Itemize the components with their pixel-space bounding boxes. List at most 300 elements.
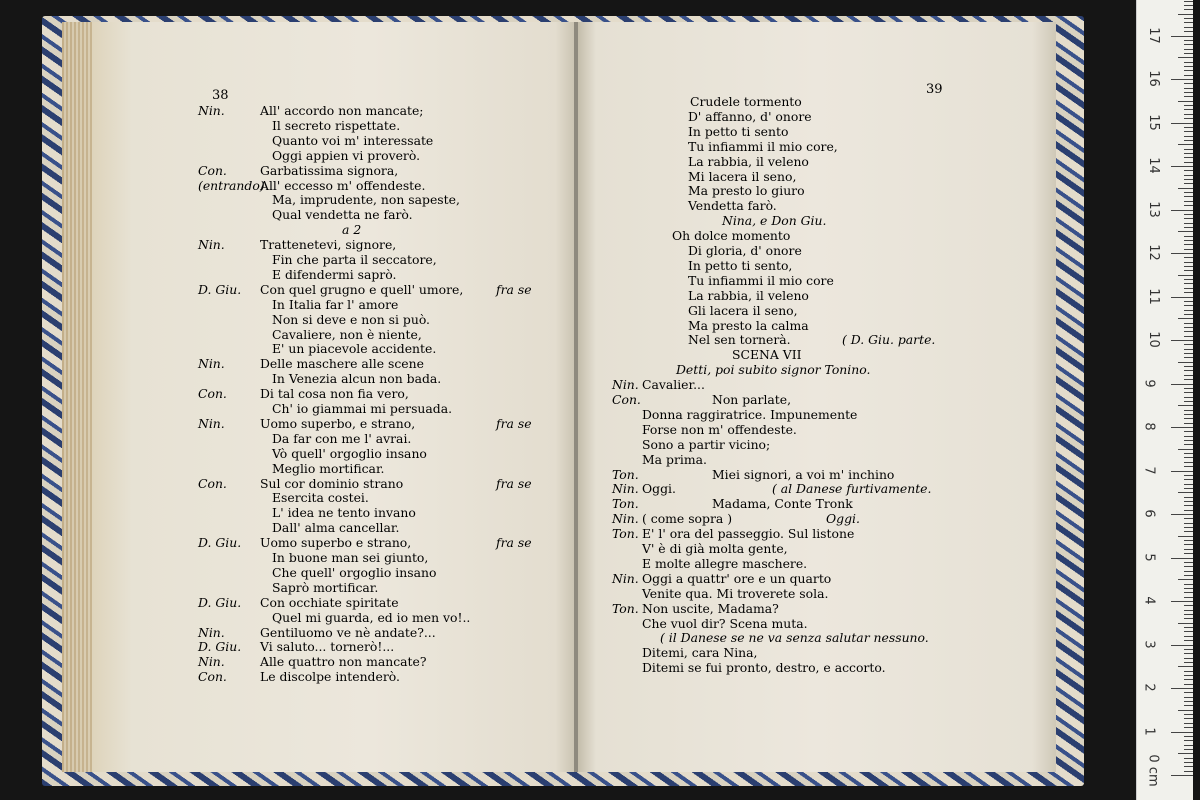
ruler-tick — [1178, 710, 1193, 711]
speaker-label: Nin. — [198, 624, 225, 640]
speaker-label: Nin. — [612, 481, 639, 497]
ruler-tick — [1184, 214, 1193, 215]
ruler-tick — [1184, 83, 1193, 84]
measuring-ruler — [1136, 0, 1193, 800]
verse-line: Le discolpe intenderò. — [260, 669, 400, 685]
verse-line: ( come sopra ) — [642, 511, 733, 527]
ruler-tick — [1178, 57, 1193, 58]
verse-line: Con occhiate spiritate — [260, 594, 399, 610]
ruler-tick — [1178, 579, 1193, 580]
verse-line: Uomo superbo e strano, — [260, 535, 412, 551]
ruler-tick — [1184, 562, 1193, 563]
ruler-tick — [1184, 305, 1193, 306]
ruler-number: 10 — [1145, 331, 1161, 348]
verse-line: Ma, imprudente, non sapeste, — [272, 192, 460, 208]
ruler-tick — [1178, 188, 1193, 189]
page-number-left: 38 — [212, 88, 229, 103]
ruler-tick — [1184, 131, 1193, 132]
ruler-tick — [1178, 492, 1193, 493]
ruler-tick — [1184, 701, 1193, 702]
ruler-tick — [1184, 388, 1193, 389]
ruler-tick — [1184, 679, 1193, 680]
verse-line: Tu infiammi il mio core — [688, 272, 834, 288]
ruler-tick — [1184, 223, 1193, 224]
ruler-tick — [1184, 540, 1193, 541]
verse-line: In Venezia alcun non bada. — [272, 371, 442, 387]
verse-line: Vi saluto... tornerò!... — [260, 639, 395, 655]
ruler-tick — [1184, 684, 1193, 685]
ruler-tick — [1184, 762, 1193, 763]
ruler-tick — [1178, 623, 1193, 624]
ruler-tick — [1184, 610, 1193, 611]
verse-line: Forse non m' offendeste. — [642, 421, 797, 437]
ruler-tick — [1184, 397, 1193, 398]
verse-line: L' idea ne tento invano — [272, 505, 416, 521]
verse-line: Ma presto la calma — [688, 317, 809, 333]
verse-line: Vò quell' orgoglio insano — [272, 445, 427, 461]
ruler-tick — [1184, 31, 1193, 32]
ruler-tick — [1184, 240, 1193, 241]
ruler-tick — [1184, 88, 1193, 89]
verse-line: Cavaliere, non è niente, — [272, 326, 422, 342]
ruler-tick — [1184, 292, 1193, 293]
ruler-tick — [1184, 314, 1193, 315]
speaker-label: Ton. — [612, 466, 639, 482]
verse-line: SCENA VII — [732, 347, 802, 363]
verse-line: Delle maschere alle scene — [260, 356, 424, 372]
ruler-tick — [1184, 714, 1193, 715]
verse-line: Da far con me l' avrai. — [272, 430, 412, 446]
ruler-tick — [1184, 162, 1193, 163]
stage-direction: fra se — [496, 535, 532, 551]
ruler-tick — [1184, 505, 1193, 506]
ruler-tick — [1184, 636, 1193, 637]
ruler-tick — [1184, 592, 1193, 593]
verse-line: Che vuol dir? Scena muta. — [642, 615, 808, 631]
ruler-tick — [1178, 231, 1193, 232]
ruler-tick — [1184, 462, 1193, 463]
ruler-tick — [1184, 62, 1193, 63]
ruler-tick — [1184, 157, 1193, 158]
ruler-tick — [1184, 675, 1193, 676]
verse-line: Crudele tormento — [690, 94, 802, 109]
stage-direction: fra se — [496, 415, 532, 431]
ruler-tick — [1184, 153, 1193, 154]
verse-line: La rabbia, il veleno — [688, 287, 809, 303]
ruler-tick — [1184, 718, 1193, 719]
ruler-tick — [1178, 362, 1193, 363]
ruler-tick — [1184, 75, 1193, 76]
ruler-tick — [1184, 631, 1193, 632]
ruler-tick — [1184, 588, 1193, 589]
verse-line: Trattenetevi, signore, — [260, 237, 397, 253]
speaker-label: Nin. — [198, 237, 225, 253]
ruler-tick — [1184, 410, 1193, 411]
ruler-tick — [1184, 597, 1193, 598]
ruler-tick — [1171, 471, 1193, 472]
ruler-tick — [1184, 179, 1193, 180]
speaker-label: Con. — [198, 669, 227, 685]
verse-line: All' accordo non mancate; — [260, 103, 424, 118]
verse-line: Tu infiammi il mio core, — [688, 138, 838, 154]
ruler-tick — [1184, 344, 1193, 345]
speaker-label: Nin. — [198, 103, 225, 118]
verse-line: Che quell' orgoglio insano — [272, 564, 437, 580]
ruler-tick — [1171, 775, 1193, 776]
ruler-tick — [1184, 479, 1193, 480]
verse-line: Ch' io giammai mi persuada. — [272, 401, 453, 416]
ruler-tick — [1184, 653, 1193, 654]
verse-line: Nel sen tornerà. — [688, 332, 791, 348]
ruler-number: 9 — [1141, 378, 1157, 388]
verse-line: Oggi appien vi proverò. — [272, 147, 421, 163]
ruler-number: 16 — [1145, 70, 1161, 87]
ruler-tick — [1184, 431, 1193, 432]
ruler-tick — [1184, 70, 1193, 71]
verse-line: Ditemi, cara Nina, — [642, 645, 758, 661]
ruler-tick — [1184, 196, 1193, 197]
ruler-tick — [1184, 440, 1193, 441]
ruler-tick — [1184, 170, 1193, 171]
ruler-tick — [1171, 210, 1193, 211]
verse-line: Qual vendetta ne farò. — [272, 207, 413, 223]
ruler-tick — [1184, 109, 1193, 110]
ruler-number: 8 — [1141, 422, 1157, 431]
ruler-tick — [1184, 736, 1193, 737]
ruler-tick — [1171, 123, 1193, 124]
ruler-tick — [1184, 192, 1193, 193]
ruler-tick — [1184, 353, 1193, 354]
ruler-tick — [1171, 36, 1193, 37]
speaker-label: D. Giu. — [198, 281, 242, 297]
ruler-tick — [1171, 601, 1193, 602]
ruler-number: 4 — [1141, 596, 1157, 605]
ruler-tick — [1184, 257, 1193, 258]
ruler-tick — [1178, 144, 1193, 145]
ruler-tick — [1184, 44, 1193, 45]
verse-line: Meglio mortificar. — [272, 460, 385, 476]
page-number-right: 39 — [926, 82, 943, 97]
speaker-label: Nin. — [612, 570, 639, 586]
ruler-tick — [1184, 283, 1193, 284]
ruler-tick — [1184, 640, 1193, 641]
ruler-tick — [1184, 92, 1193, 93]
ruler-tick — [1184, 175, 1193, 176]
speaker-label: Nin. — [612, 377, 639, 393]
ruler-tick — [1171, 514, 1193, 515]
verse-line: Sono a partir vicino; — [642, 436, 771, 452]
ruler-tick — [1184, 49, 1193, 50]
ruler-tick — [1184, 22, 1193, 23]
ruler-tick — [1184, 705, 1193, 706]
ruler-tick — [1184, 266, 1193, 267]
ruler-tick — [1184, 605, 1193, 606]
stage-direction: ( al Danese furtivamente. — [772, 481, 932, 497]
ruler-tick — [1184, 692, 1193, 693]
verse-line: Oh dolce momento — [672, 228, 791, 244]
ruler-tick — [1184, 18, 1193, 19]
verse-line: In Italia far l' amore — [272, 296, 399, 312]
ruler-tick — [1184, 749, 1193, 750]
ruler-tick — [1184, 531, 1193, 532]
verse-line: a 2 — [342, 222, 362, 238]
verse-line: All' eccesso m' offendeste. — [260, 177, 426, 193]
verse-line: D' affanno, d' onore — [688, 108, 812, 124]
ruler-tick — [1184, 205, 1193, 206]
stage-direction: fra se — [496, 281, 532, 297]
ruler-tick — [1184, 444, 1193, 445]
ruler-tick — [1184, 418, 1193, 419]
ruler-tick — [1184, 758, 1193, 759]
ruler-tick — [1184, 301, 1193, 302]
ruler-tick — [1184, 766, 1193, 767]
verse-line: Con quel grugno e quell' umore, — [260, 281, 464, 297]
verse-line: Ditemi se fui pronto, destro, e accorto. — [642, 660, 886, 676]
ruler-tick — [1184, 244, 1193, 245]
verse-line: La rabbia, il veleno — [688, 153, 809, 169]
ruler-tick — [1184, 549, 1193, 550]
verse-line: Madama, Conte Tronk — [712, 496, 853, 512]
ruler-tick — [1184, 136, 1193, 137]
ruler-tick — [1184, 183, 1193, 184]
ruler-tick — [1171, 340, 1193, 341]
ruler-tick — [1184, 366, 1193, 367]
verse-line: E' un piacevole accidente. — [272, 341, 437, 357]
speaker-label: Nin. — [198, 415, 225, 431]
ruler-tick — [1171, 297, 1193, 298]
ruler-tick — [1184, 518, 1193, 519]
ruler-tick — [1184, 66, 1193, 67]
verse-line: Saprò mortificar. — [272, 579, 379, 595]
speaker-label: Con. — [198, 162, 227, 178]
ruler-tick — [1184, 114, 1193, 115]
speaker-label: Ton. — [612, 526, 639, 542]
ruler-tick — [1184, 40, 1193, 41]
ruler-tick — [1184, 475, 1193, 476]
speaker-label: Nin. — [198, 654, 225, 670]
ruler-tick — [1184, 357, 1193, 358]
ruler-tick — [1171, 558, 1193, 559]
ruler-number: 1 — [1141, 726, 1157, 736]
ruler-tick — [1184, 331, 1193, 332]
ruler-tick — [1171, 427, 1193, 428]
ruler-tick — [1178, 405, 1193, 406]
verse-line: Oggi a quattr' ore e un quarto — [642, 570, 832, 586]
ruler-tick — [1184, 566, 1193, 567]
ruler-tick — [1184, 218, 1193, 219]
verse-line: V' è di già molta gente, — [642, 541, 788, 556]
ruler-tick — [1184, 697, 1193, 698]
verse-line: Nina, e Don Giu. — [722, 213, 827, 229]
ruler-tick — [1184, 149, 1193, 150]
verse-line: Gli lacera il seno, — [688, 302, 798, 318]
ruler-number: 14 — [1145, 157, 1161, 174]
ruler-tick — [1184, 488, 1193, 489]
ruler-tick — [1184, 510, 1193, 511]
verse-line: Il secreto rispettate. — [272, 117, 401, 133]
ruler-tick — [1184, 118, 1193, 119]
verse-line: Gentiluomo ve nè andate?... — [260, 624, 436, 640]
ruler-tick — [1184, 553, 1193, 554]
verse-line: Detti, poi subito signor Tonino. — [676, 362, 871, 378]
ruler-tick — [1171, 253, 1193, 254]
ruler-tick — [1184, 140, 1193, 141]
ruler-tick — [1184, 436, 1193, 437]
ruler-tick — [1184, 575, 1193, 576]
ruler-tick — [1178, 753, 1193, 754]
ruler-tick — [1184, 262, 1193, 263]
ruler-tick — [1184, 484, 1193, 485]
speaker-label: Con. — [198, 475, 227, 491]
ruler-number: 17 — [1145, 26, 1161, 44]
ruler-tick — [1184, 740, 1193, 741]
ruler-tick — [1184, 96, 1193, 97]
ruler-tick — [1184, 279, 1193, 280]
ruler-tick — [1184, 727, 1193, 728]
verse-line: Non si deve e non si può. — [272, 311, 430, 327]
ruler-tick — [1184, 614, 1193, 615]
ruler-tick — [1184, 723, 1193, 724]
ruler-tick — [1184, 327, 1193, 328]
ruler-tick — [1178, 101, 1193, 102]
verse-line: Dall' alma cancellar. — [272, 520, 400, 536]
ruler-tick — [1184, 466, 1193, 467]
ruler-tick — [1184, 658, 1193, 659]
ruler-number: 15 — [1145, 113, 1161, 131]
speaker-label: D. Giu. — [198, 535, 242, 551]
ruler-tick — [1184, 9, 1193, 10]
speaker-label: (entrando) — [198, 177, 265, 193]
ruler-tick — [1184, 662, 1193, 663]
ruler-tick — [1184, 649, 1193, 650]
ruler-tick — [1184, 497, 1193, 498]
verse-line: Esercita costei. — [272, 490, 369, 506]
verse-line: Di tal cosa non fia vero, — [260, 386, 409, 402]
ruler-tick — [1184, 571, 1193, 572]
verse-line: Uomo superbo, e strano, — [260, 415, 416, 431]
ruler-tick — [1184, 370, 1193, 371]
speaker-label: D. Giu. — [198, 639, 242, 655]
verse-line: E difendermi saprò. — [272, 266, 397, 282]
ruler-number: 12 — [1145, 244, 1161, 261]
ruler-tick — [1184, 401, 1193, 402]
ruler-number: 0 cm — [1145, 754, 1161, 787]
ruler-tick — [1184, 1, 1193, 2]
ruler-tick — [1184, 249, 1193, 250]
verse-line: Oggi. — [642, 481, 676, 497]
stage-direction: Oggi. — [826, 511, 860, 527]
ruler-number: 11 — [1145, 287, 1161, 305]
verse-line: Donna raggiratrice. Impunemente — [642, 406, 858, 422]
ruler-tick — [1184, 544, 1193, 545]
ruler-number: 7 — [1141, 465, 1157, 475]
ruler-tick — [1184, 671, 1193, 672]
ruler-tick — [1184, 288, 1193, 289]
ruler-tick — [1184, 457, 1193, 458]
ruler-tick — [1184, 349, 1193, 350]
ruler-tick — [1184, 392, 1193, 393]
speaker-label: Con. — [612, 392, 641, 407]
ruler-number: 5 — [1141, 552, 1157, 562]
speaker-label: Con. — [198, 386, 227, 402]
verse-line: Miei signori, a voi m' inchino — [712, 466, 895, 482]
ruler-tick — [1184, 127, 1193, 128]
ruler-tick — [1184, 27, 1193, 28]
ruler-tick — [1184, 501, 1193, 502]
verse-line: Di gloria, d' onore — [688, 243, 802, 258]
ruler-tick — [1184, 105, 1193, 106]
ruler-tick — [1184, 771, 1193, 772]
ruler-tick — [1184, 336, 1193, 337]
verse-line: Venite qua. Mi troverete sola. — [642, 585, 829, 601]
verse-line: Quanto voi m' interessate — [272, 132, 434, 148]
ruler-number: 6 — [1141, 509, 1157, 518]
verse-line: Ma prima. — [642, 451, 707, 467]
ruler-tick — [1184, 379, 1193, 380]
ruler-tick — [1184, 227, 1193, 228]
verse-line: Alle quattro non mancate? — [260, 654, 427, 670]
ruler-tick — [1171, 732, 1193, 733]
ruler-tick — [1178, 666, 1193, 667]
ruler-tick — [1171, 79, 1193, 80]
verse-line: In petto ti sento, — [688, 257, 793, 273]
ruler-tick — [1178, 275, 1193, 276]
speaker-label: Nin. — [198, 356, 225, 372]
ruler-tick — [1184, 270, 1193, 271]
verse-line: Vendetta farò. — [688, 198, 777, 214]
verse-line: Fin che parta il seccatore, — [272, 252, 437, 267]
ruler-tick — [1184, 584, 1193, 585]
verse-line: Garbatissima signora, — [260, 162, 399, 178]
verse-line: E molte allegre maschere. — [642, 555, 808, 571]
speaker-label: Nin. — [612, 511, 639, 527]
speaker-label: D. Giu. — [198, 594, 242, 610]
ruler-tick — [1178, 449, 1193, 450]
verse-line: Non parlate, — [712, 392, 792, 407]
ruler-tick — [1178, 318, 1193, 319]
verse-line: E' l' ora del passeggio. Sul listone — [642, 526, 855, 542]
speaker-label: Ton. — [612, 496, 639, 512]
ruler-tick — [1178, 536, 1193, 537]
ruler-tick — [1171, 645, 1193, 646]
verse-line: Ma presto lo giuro — [688, 183, 805, 199]
verse-line: Non uscite, Madama? — [642, 600, 779, 616]
ruler-tick — [1184, 423, 1193, 424]
verse-line: Quel mi guarda, ed io men vo!.. — [272, 609, 471, 625]
ruler-tick — [1184, 53, 1193, 54]
verse-line: Cavalier... — [642, 377, 705, 393]
ruler-tick — [1184, 618, 1193, 619]
ruler-number: 2 — [1141, 683, 1157, 692]
verse-line: ( il Danese se ne va senza salutar nessuno. — [660, 630, 929, 646]
ruler-tick — [1171, 384, 1193, 385]
stage-direction: ( D. Giu. parte. — [842, 332, 936, 348]
verse-line: Mi lacera il seno, — [688, 168, 797, 184]
ruler-tick — [1184, 527, 1193, 528]
ruler-tick — [1171, 688, 1193, 689]
stage-direction: fra se — [496, 475, 532, 491]
ruler-tick — [1184, 745, 1193, 746]
ruler-tick — [1184, 323, 1193, 324]
ruler-tick — [1184, 453, 1193, 454]
ruler-tick — [1184, 375, 1193, 376]
ruler-tick — [1184, 236, 1193, 237]
verse-line: In buone man sei giunto, — [272, 550, 429, 565]
ruler-number: 13 — [1145, 200, 1161, 218]
ruler-tick — [1184, 627, 1193, 628]
page-edge-stack — [62, 22, 92, 772]
verse-line: In petto ti sento — [688, 123, 789, 139]
